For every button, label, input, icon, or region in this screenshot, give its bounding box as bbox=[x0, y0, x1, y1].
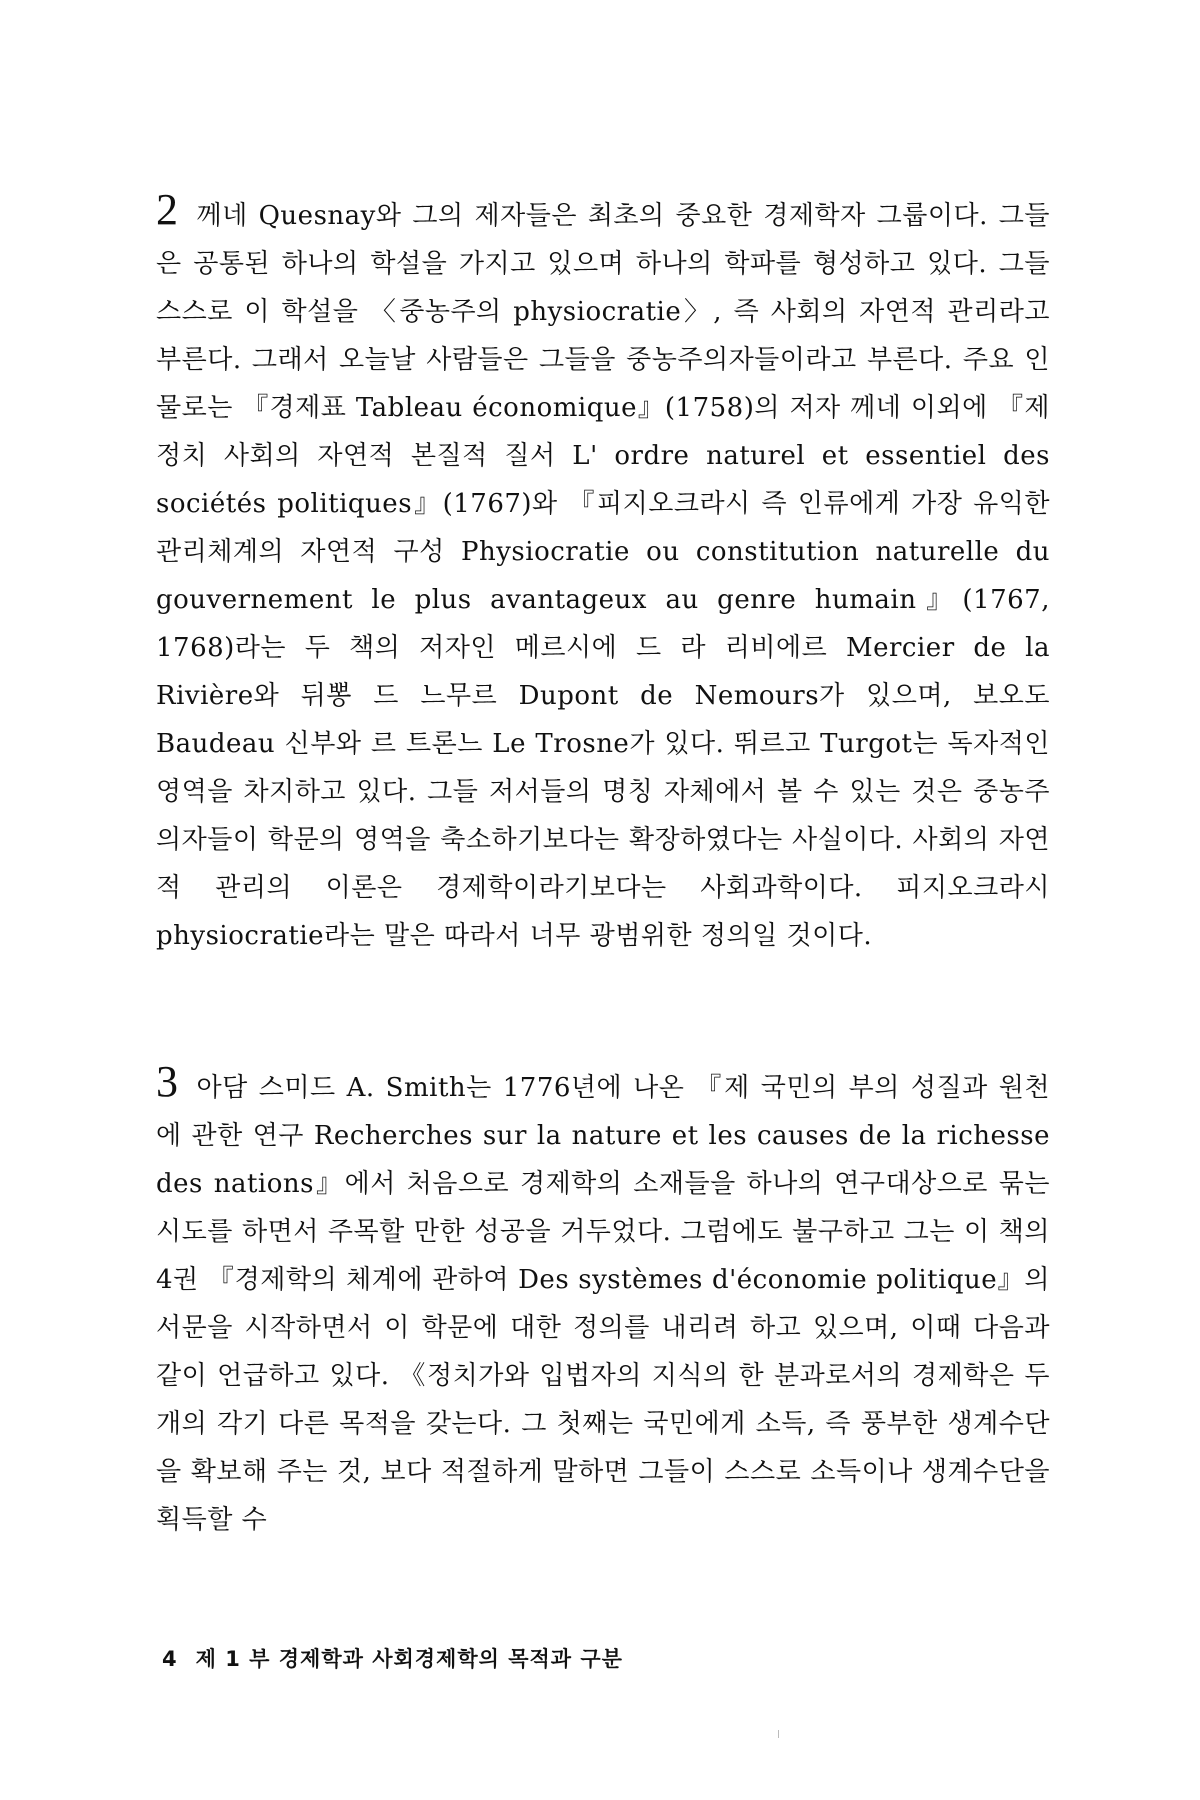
section-number: 2 bbox=[156, 185, 179, 234]
paragraph-text: 아담 스미드 A. Smith는 1776년에 나온 『제 국민의 부의 성질과 원천에 관한 연구 Recherches sur la nature et les causes de la richesse des nations』에서 처음으로 경제학의 소재들을 하나의 연구대상으로 묶는 시도를 하면서 주목할 만한 성공을 거두었다. 그럼에도 불구하고 그는 이 책의 4권 『경제학의 체계에 관하여 Des systèmes d'économie politique』의 서문을 시작하면서 이 학문에 대한 정의를 내리려 하고 있으며, 이때 다음과 같이 언급하고 있다. 《정치가와 입법자의 지식의 한 분과로서의 경제학은 두 개의 각기 다른 목적을 갖는다. 그 첫째는 국민에게 소득, 즉 풍부한 생계수단을 확보해 주는 것, 보다 적절하게 말하면 그들이 스스로 소득이나 생계수단을 획득할 수 bbox=[156, 1073, 1050, 1535]
page-number: 4 bbox=[162, 1647, 178, 1671]
page-footer bbox=[162, 1643, 623, 1673]
scan-speck bbox=[778, 1730, 779, 1738]
paragraph-2 bbox=[156, 185, 1050, 960]
section-number: 3 bbox=[156, 1057, 179, 1106]
running-head: 제 1 부 경제학과 사회경제학의 목적과 구분 bbox=[195, 1647, 623, 1671]
paragraph-text: 께네 Quesnay와 그의 제자들은 최초의 중요한 경제학자 그룹이다. 그들은 공통된 하나의 학설을 가지고 있으며 하나의 학파를 형성하고 있다. 그들 스스로 이 학설을 〈중농주의 physiocratie〉, 즉 사회의 자연적 관리라고 부른다. 그래서 오늘날 사람들은 그들을 중농주의자들이라고 부른다. 주요 인물로는 『경제표 Tableau économique』(1758)의 저자 께네 이외에 『제 정치 사회의 자연적 본질적 질서 L' ordre naturel et essentiel des sociétés politiques』(1767)와 『피지오크라시 즉 인류에게 가장 유익한 관리체계의 자연적 구성 Physiocratie ou constitution naturelle du gouvernement le plus avantageux au genre humain』(1767, 1768)라는 두 책의 저자인 메르시에 드 라 리비에르 Mercier de la Rivière와 뒤뽕 드 느무르 Dupont de Nemours가 있으며, 보오도 Baudeau 신부와 르 트론느 Le Trosne가 있다. 뛰르고 Turgot는 독자적인 영역을 차지하고 있다. 그들 저서들의 명칭 자체에서 볼 수 있는 것은 중농주의자들이 학문의 영역을 축소하기보다는 확장하였다는 사실이다. 사회의 자연적 관리의 이론은 경제학이라기보다는 사회과학이다. 피지오크라시 physiocratie라는 말은 따라서 너무 광범위한 정의일 것이다. bbox=[156, 201, 1050, 951]
paragraph-3 bbox=[156, 1057, 1050, 1544]
